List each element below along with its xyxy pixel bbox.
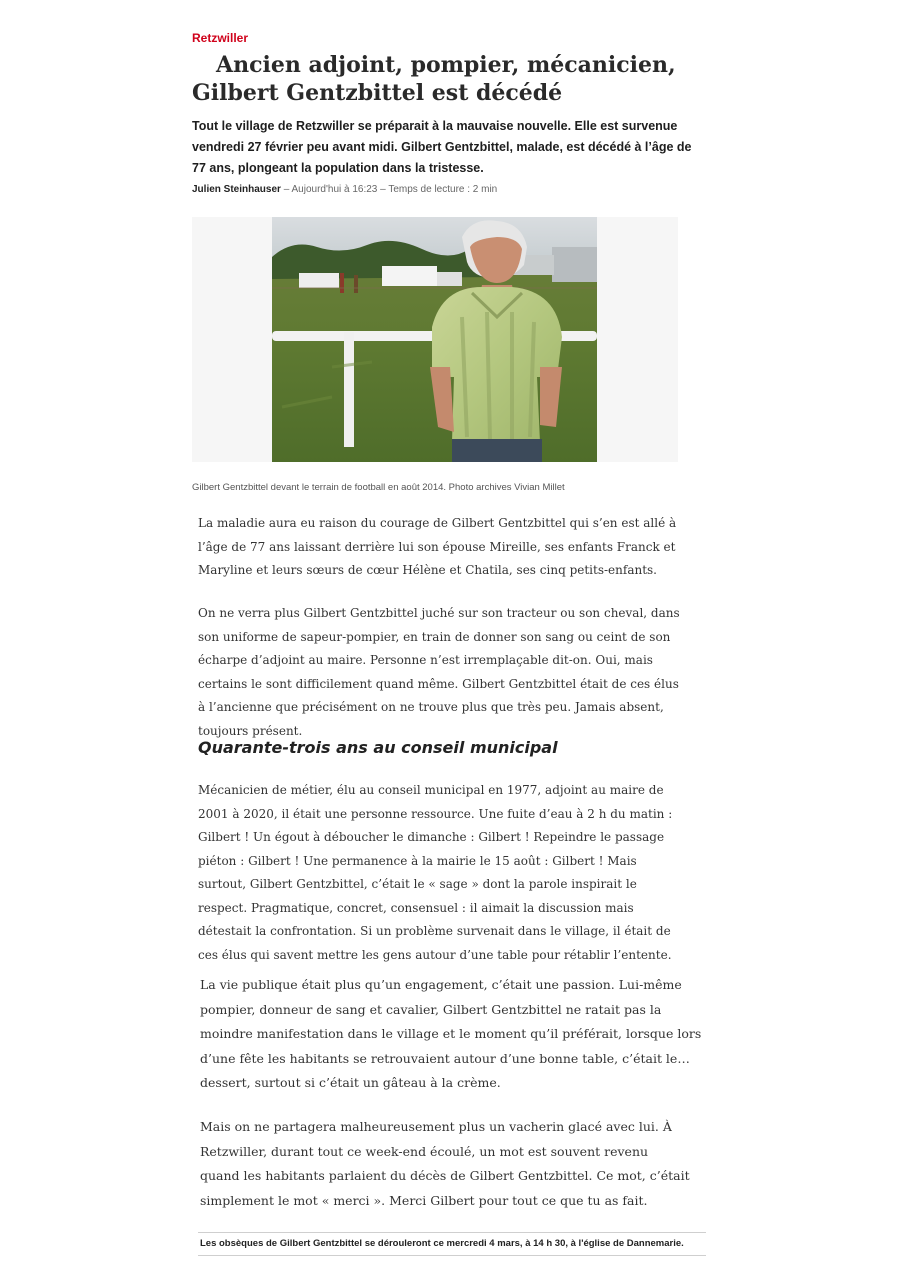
byline-separator: –	[377, 184, 389, 195]
paragraph: La maladie aura eu raison du courage de Gilbert Gentzbittel qui s’en est allé à l’âge de 77 ans laissant derrière lui son épouse Mireille, ses enfants Franck et Maryline et leurs sœurs de cœur Hélène et Chatila, ses cinq petits-enfants.	[198, 516, 677, 577]
funeral-note: Les obsèques de Gilbert Gentzbittel se dérouleront ce mercredi 4 mars, à 14 h 30, à l'église de Dannemarie.	[198, 1232, 706, 1256]
photo-illustration	[272, 217, 597, 462]
paragraph: La vie publique était plus qu’un engagement, c’était une passion. Lui-même pompier, donneur de sang et cavalier, Gilbert Gentzbittel ne ratait pas la moindre manifestation dans le village et le moment qu’il préférait, lorsque lors d’une fête les habitants se retrouvaient autour d’une bonne table, c’était le… dessert, surtout si c’était un gâteau à la crème.	[200, 977, 702, 1090]
article-photo[interactable]	[272, 217, 597, 462]
byline-separator: –	[280, 184, 292, 195]
photo-frame	[192, 217, 678, 462]
paragraph: Mécanicien de métier, élu au conseil municipal en 1977, adjoint au maire de 2001 à 2020, il était une personne ressource. Une fuite d’eau à 2 h du matin : Gilbert ! Un égout à déboucher le dimanche : Gilbert ! Repeindre le passage piéton : Gilbert ! Une permanence à la mairie le 15 août : Gilbert ! Mais surtout, Gilbert Gentzbittel, c’était le « sage » dont la parole inspirait le respect. Pragmatique, concret, consensuel : il aimait la discussion mais détestait la confrontation. Si un problème survenait dans le village, il était de ces élus qui savent mettre les gens autour d’une table pour rétablir l’entente.	[198, 783, 673, 962]
byline	[192, 184, 497, 195]
paragraph: Mais on ne partagera malheureusement plus un vacherin glacé avec lui. À Retzwiller, durant tout ce week-end écoulé, un mot est souvent revenu quand les habitants parlaient du décès de Gilbert Gentzbittel. Ce mot, c’était simplement le mot « merci ». Merci Gilbert pour tout ce que tu as fait.	[200, 1119, 690, 1208]
article-lede: Tout le village de Retzwiller se préparait à la mauvaise nouvelle. Elle est survenue vendredi 27 février peu avant midi. Gilbert Gentzbittel, malade, est décédé à l’âge de 77 ans, plongeant la population dans la tristesse.	[192, 119, 692, 175]
photo-caption: Gilbert Gentzbittel devant le terrain de football en août 2014. Photo archives Vivian Millet	[192, 482, 565, 493]
reading-time: Temps de lecture : 2 min	[388, 184, 498, 195]
author-name[interactable]: Julien Steinhauser	[192, 184, 281, 195]
article-headline: Ancien adjoint, pompier, mécanicien, Gilbert Gentzbittel est décédé	[192, 52, 676, 106]
section-subheading: Quarante-trois ans au conseil municipal	[198, 738, 558, 757]
paragraph: On ne verra plus Gilbert Gentzbittel juché sur son tracteur ou son cheval, dans son uniforme de sapeur-pompier, en train de donner son sang ou ceint de son écharpe d’adjoint au maire. Personne n’est irremplaçable dit-on. Oui, mais certains le sont difficilement quand même. Gilbert Gentzbittel était de ces élus à l’ancienne que précisément on ne trouve plus que très peu. Jamais absent, toujours présent.	[198, 606, 680, 738]
section-kicker[interactable]: Retzwiller	[192, 31, 249, 45]
publish-time: Aujourd'hui à 16:23	[291, 184, 378, 195]
